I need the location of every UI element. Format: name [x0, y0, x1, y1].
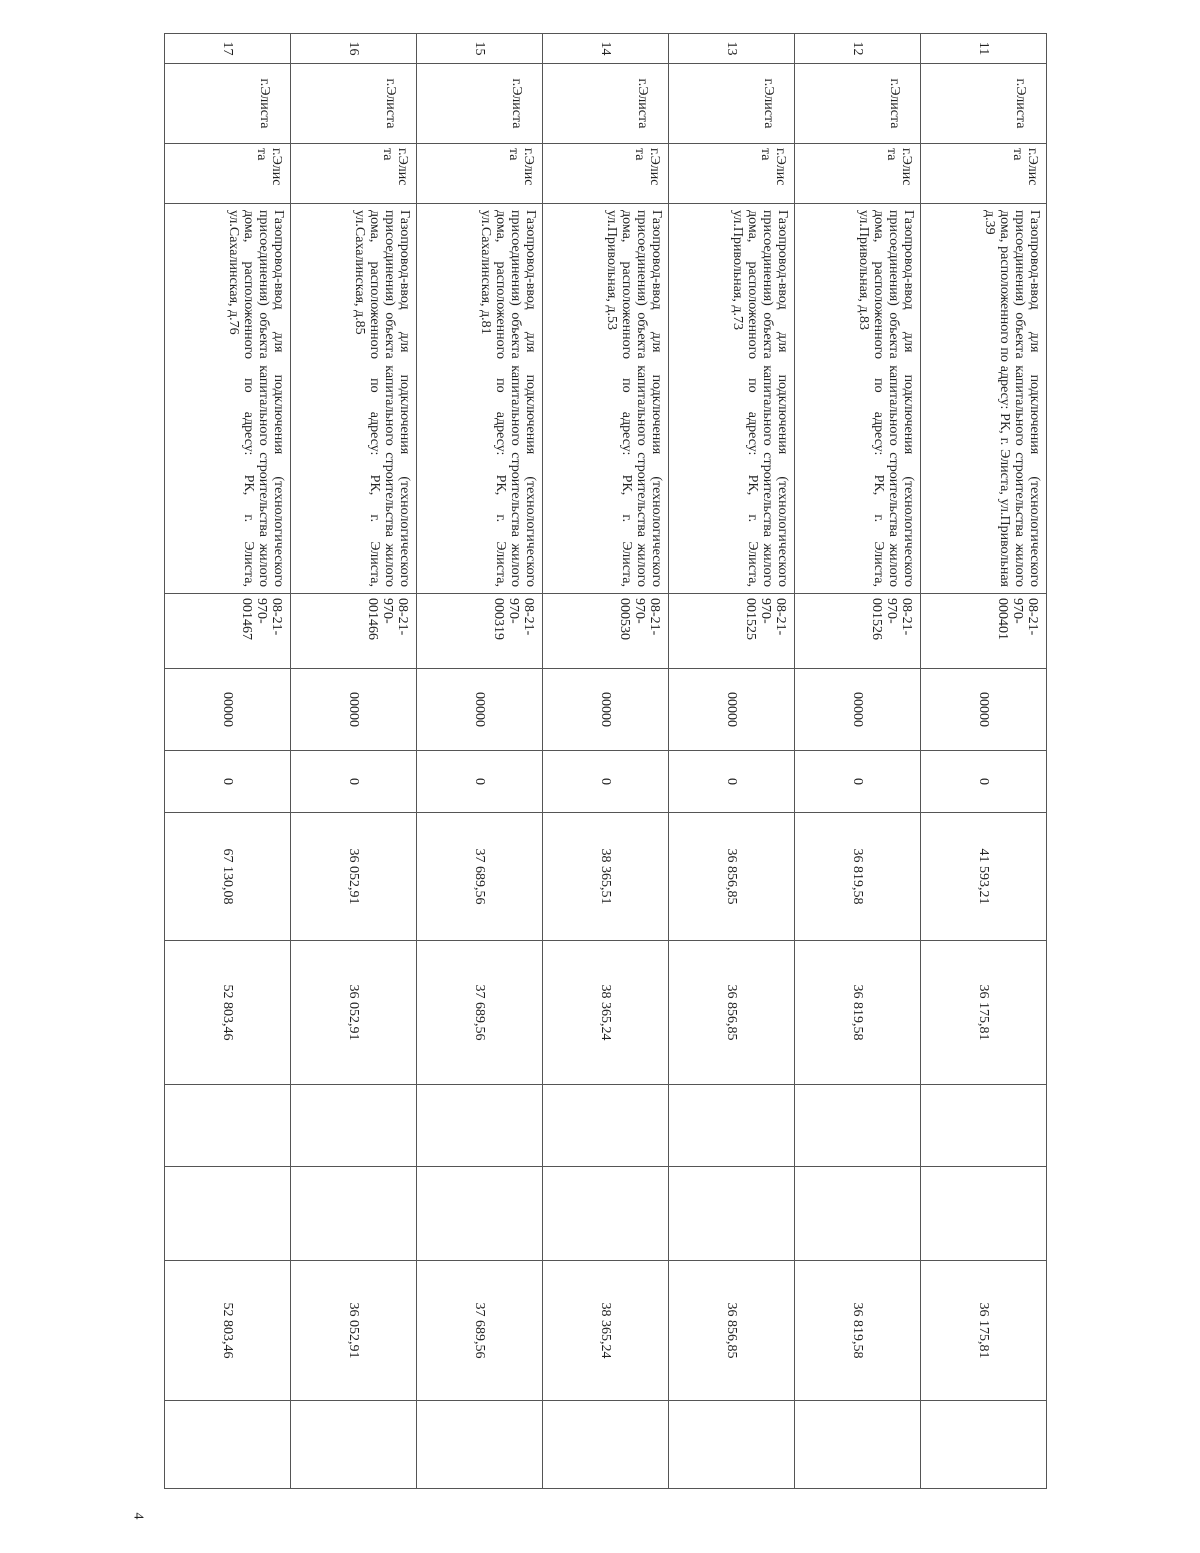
- residual-cost: 36 052,91: [346, 984, 361, 1041]
- table-row: [543, 34, 669, 1489]
- zero-value: 0: [472, 778, 487, 785]
- registration-number-cell: [669, 594, 795, 669]
- total-cost-cell: [543, 1261, 669, 1401]
- zero-value: 0: [598, 778, 613, 785]
- initial-cost: 36 856,85: [724, 848, 739, 905]
- description-cell: [291, 204, 417, 594]
- code-cell: [921, 669, 1047, 751]
- row-number: 15: [472, 41, 487, 56]
- row-number-cell: [921, 34, 1047, 64]
- table-row: [165, 34, 291, 1489]
- code-value: 00000: [220, 692, 235, 727]
- municipality-name: г.Элис та: [1010, 148, 1040, 186]
- total-cost: 36 052,91: [346, 1302, 361, 1359]
- city-cell: [543, 64, 669, 144]
- code-cell: [543, 669, 669, 751]
- description-cell: [795, 204, 921, 594]
- empty-cell-a: [543, 1085, 669, 1167]
- initial-cost-cell: [417, 813, 543, 941]
- table-row: [417, 34, 543, 1489]
- city-name: г.Элиста: [1013, 78, 1028, 129]
- city-name: г.Элиста: [635, 78, 650, 129]
- total-cost: 36 856,85: [724, 1302, 739, 1359]
- row-number-cell: [417, 34, 543, 64]
- residual-cost: 36 856,85: [724, 984, 739, 1041]
- municipality-cell: [291, 144, 417, 204]
- description-cell: [669, 204, 795, 594]
- empty-cell-c: [921, 1401, 1047, 1489]
- zero-value: 0: [976, 778, 991, 785]
- row-number-cell: [795, 34, 921, 64]
- code-value: 00000: [724, 692, 739, 727]
- city-name: г.Элиста: [383, 78, 398, 129]
- initial-cost: 36 052,91: [346, 848, 361, 905]
- initial-cost-cell: [543, 813, 669, 941]
- total-cost: 36 175,81: [976, 1302, 991, 1359]
- empty-cell-b: [417, 1167, 543, 1261]
- residual-cost-cell: [921, 941, 1047, 1085]
- municipality-name: г.Элис та: [884, 148, 914, 186]
- empty-cell-c: [669, 1401, 795, 1489]
- page-number: 4: [130, 1512, 146, 1520]
- empty-cell-a: [795, 1085, 921, 1167]
- row-number-cell: [291, 34, 417, 64]
- description-cell: [165, 204, 291, 594]
- zero-value: 0: [220, 778, 235, 785]
- municipality-name: г.Элис та: [758, 148, 788, 186]
- registration-number-cell: [165, 594, 291, 669]
- empty-cell-b: [921, 1167, 1047, 1261]
- municipality-name: г.Элис та: [632, 148, 662, 186]
- registration-number: 08-21- 970- 001526: [869, 598, 914, 640]
- empty-cell-b: [165, 1167, 291, 1261]
- municipality-name: г.Элис та: [506, 148, 536, 186]
- city-name: г.Элиста: [887, 78, 902, 129]
- total-cost-cell: [795, 1261, 921, 1401]
- empty-cell-a: [669, 1085, 795, 1167]
- registration-number-cell: [795, 594, 921, 669]
- empty-cell-b: [669, 1167, 795, 1261]
- description-cell: [417, 204, 543, 594]
- table-row: [291, 34, 417, 1489]
- row-number: 16: [346, 41, 361, 56]
- description-cell: [543, 204, 669, 594]
- zero-value: 0: [724, 778, 739, 785]
- empty-cell-c: [795, 1401, 921, 1489]
- empty-cell-a: [165, 1085, 291, 1167]
- city-cell: [165, 64, 291, 144]
- zero-value: 0: [850, 778, 865, 785]
- code-cell: [795, 669, 921, 751]
- table-row: [669, 34, 795, 1489]
- city-cell: [417, 64, 543, 144]
- residual-cost: 38 365,24: [598, 984, 613, 1041]
- residual-cost: 37 689,56: [472, 984, 487, 1041]
- total-cost: 37 689,56: [472, 1302, 487, 1359]
- row-number-cell: [543, 34, 669, 64]
- municipality-cell: [795, 144, 921, 204]
- municipality-name: г.Элис та: [254, 148, 284, 186]
- city-name: г.Элиста: [761, 78, 776, 129]
- code-cell: [417, 669, 543, 751]
- zero-cell: [795, 751, 921, 813]
- description-cell: [921, 204, 1047, 594]
- initial-cost-cell: [795, 813, 921, 941]
- table-row: [921, 34, 1047, 1489]
- registration-number-cell: [921, 594, 1047, 669]
- city-cell: [669, 64, 795, 144]
- row-number: 12: [850, 41, 865, 56]
- city-cell: [795, 64, 921, 144]
- residual-cost-cell: [417, 941, 543, 1085]
- initial-cost: 67 130,08: [220, 848, 235, 905]
- city-cell: [921, 64, 1047, 144]
- residual-cost: 36 819,58: [850, 984, 865, 1041]
- initial-cost: 36 819,58: [850, 848, 865, 905]
- total-cost-cell: [669, 1261, 795, 1401]
- initial-cost: 37 689,56: [472, 848, 487, 905]
- object-description: Газопровод-ввод для подключения (технологического присоединения) объекта капитального строительства жилого дома, расположенного по адресу: РК, г. Элиста, ул.Сахалинская, д.85: [352, 210, 412, 587]
- row-number: 11: [976, 41, 991, 56]
- municipality-cell: [543, 144, 669, 204]
- table-row: [795, 34, 921, 1489]
- code-cell: [669, 669, 795, 751]
- code-value: 00000: [976, 692, 991, 727]
- registration-number: 08-21- 970- 000530: [617, 598, 662, 640]
- total-cost: 38 365,24: [598, 1302, 613, 1359]
- row-number-cell: [669, 34, 795, 64]
- code-value: 00000: [472, 692, 487, 727]
- residual-cost-cell: [543, 941, 669, 1085]
- city-name: г.Элиста: [257, 78, 272, 129]
- initial-cost-cell: [921, 813, 1047, 941]
- total-cost-cell: [291, 1261, 417, 1401]
- row-number: 14: [598, 41, 613, 56]
- residual-cost: 36 175,81: [976, 984, 991, 1041]
- object-description: Газопровод-ввод для подключения (технологического присоединения) объекта капитального строительства жилого дома, расположенного по адресу: РК, г. Элиста, ул.Сахалинская, д.76: [226, 210, 286, 587]
- empty-cell-c: [417, 1401, 543, 1489]
- city-cell: [291, 64, 417, 144]
- code-cell: [291, 669, 417, 751]
- city-name: г.Элиста: [509, 78, 524, 129]
- registration-number-cell: [543, 594, 669, 669]
- object-description: Газопровод-ввод для подключения (технологического присоединения) объекта капитального строительства жилого дома, расположенного по адресу: РК, г. Элиста, ул.Привольная, д.73: [730, 210, 790, 587]
- row-number-cell: [165, 34, 291, 64]
- municipality-cell: [669, 144, 795, 204]
- code-cell: [165, 669, 291, 751]
- initial-cost-cell: [165, 813, 291, 941]
- municipality-name: г.Элис та: [380, 148, 410, 186]
- object-description: Газопровод-ввод для подключения (технологического присоединения) объекта капитального строительства жилого дома, расположенного по адресу: РК, г. Элиста, ул.Сахалинская, д.81: [478, 210, 538, 587]
- municipality-cell: [165, 144, 291, 204]
- objects-table: [164, 33, 1047, 1489]
- registration-number: 08-21- 970- 001466: [365, 598, 410, 640]
- municipality-cell: [921, 144, 1047, 204]
- zero-value: 0: [346, 778, 361, 785]
- zero-cell: [921, 751, 1047, 813]
- total-cost-cell: [921, 1261, 1047, 1401]
- initial-cost: 38 365,51: [598, 848, 613, 905]
- empty-cell-c: [291, 1401, 417, 1489]
- code-value: 00000: [346, 692, 361, 727]
- registration-number: 08-21- 970- 001525: [743, 598, 788, 640]
- empty-cell-c: [165, 1401, 291, 1489]
- residual-cost-cell: [165, 941, 291, 1085]
- code-value: 00000: [598, 692, 613, 727]
- object-description: Газопровод-ввод для подключения (технологического присоединения) объекта капитального строительства жилого дома, расположенного по адресу: РК, г. Элиста, ул.Привольная, д.83: [856, 210, 916, 587]
- zero-cell: [543, 751, 669, 813]
- registration-number-cell: [291, 594, 417, 669]
- empty-cell-c: [543, 1401, 669, 1489]
- registration-number: 08-21- 970- 000401: [995, 598, 1040, 640]
- initial-cost-cell: [669, 813, 795, 941]
- empty-cell-a: [417, 1085, 543, 1167]
- municipality-cell: [417, 144, 543, 204]
- code-value: 00000: [850, 692, 865, 727]
- row-number: 13: [724, 41, 739, 56]
- empty-cell-a: [291, 1085, 417, 1167]
- total-cost: 36 819,58: [850, 1302, 865, 1359]
- zero-cell: [417, 751, 543, 813]
- empty-cell-b: [795, 1167, 921, 1261]
- registration-number: 08-21- 970- 000319: [491, 598, 536, 640]
- empty-cell-a: [921, 1085, 1047, 1167]
- zero-cell: [165, 751, 291, 813]
- empty-cell-b: [291, 1167, 417, 1261]
- total-cost-cell: [165, 1261, 291, 1401]
- residual-cost: 52 803,46: [220, 984, 235, 1041]
- total-cost-cell: [417, 1261, 543, 1401]
- row-number: 17: [220, 41, 235, 56]
- residual-cost-cell: [291, 941, 417, 1085]
- rotated-table-container: [164, 33, 1047, 1488]
- total-cost: 52 803,46: [220, 1302, 235, 1359]
- registration-number-cell: [417, 594, 543, 669]
- residual-cost-cell: [795, 941, 921, 1085]
- table-body: [165, 34, 1047, 1489]
- initial-cost: 41 593,21: [976, 848, 991, 905]
- object-description: Газопровод-ввод для подключения (технологического присоединения) объекта капитального строительства жилого дома, расположенного по адресу: РК, г. Элиста, ул.Привольная, д.53: [604, 210, 664, 587]
- zero-cell: [291, 751, 417, 813]
- residual-cost-cell: [669, 941, 795, 1085]
- empty-cell-b: [543, 1167, 669, 1261]
- registration-number: 08-21- 970- 001467: [239, 598, 284, 640]
- initial-cost-cell: [291, 813, 417, 941]
- zero-cell: [669, 751, 795, 813]
- object-description: Газопровод-ввод для подключения (технологического присоединения) объекта капитального строительства жилого дома, расположенного по адресу: РК, г. Элиста, ул.Привольная д.39: [982, 210, 1042, 587]
